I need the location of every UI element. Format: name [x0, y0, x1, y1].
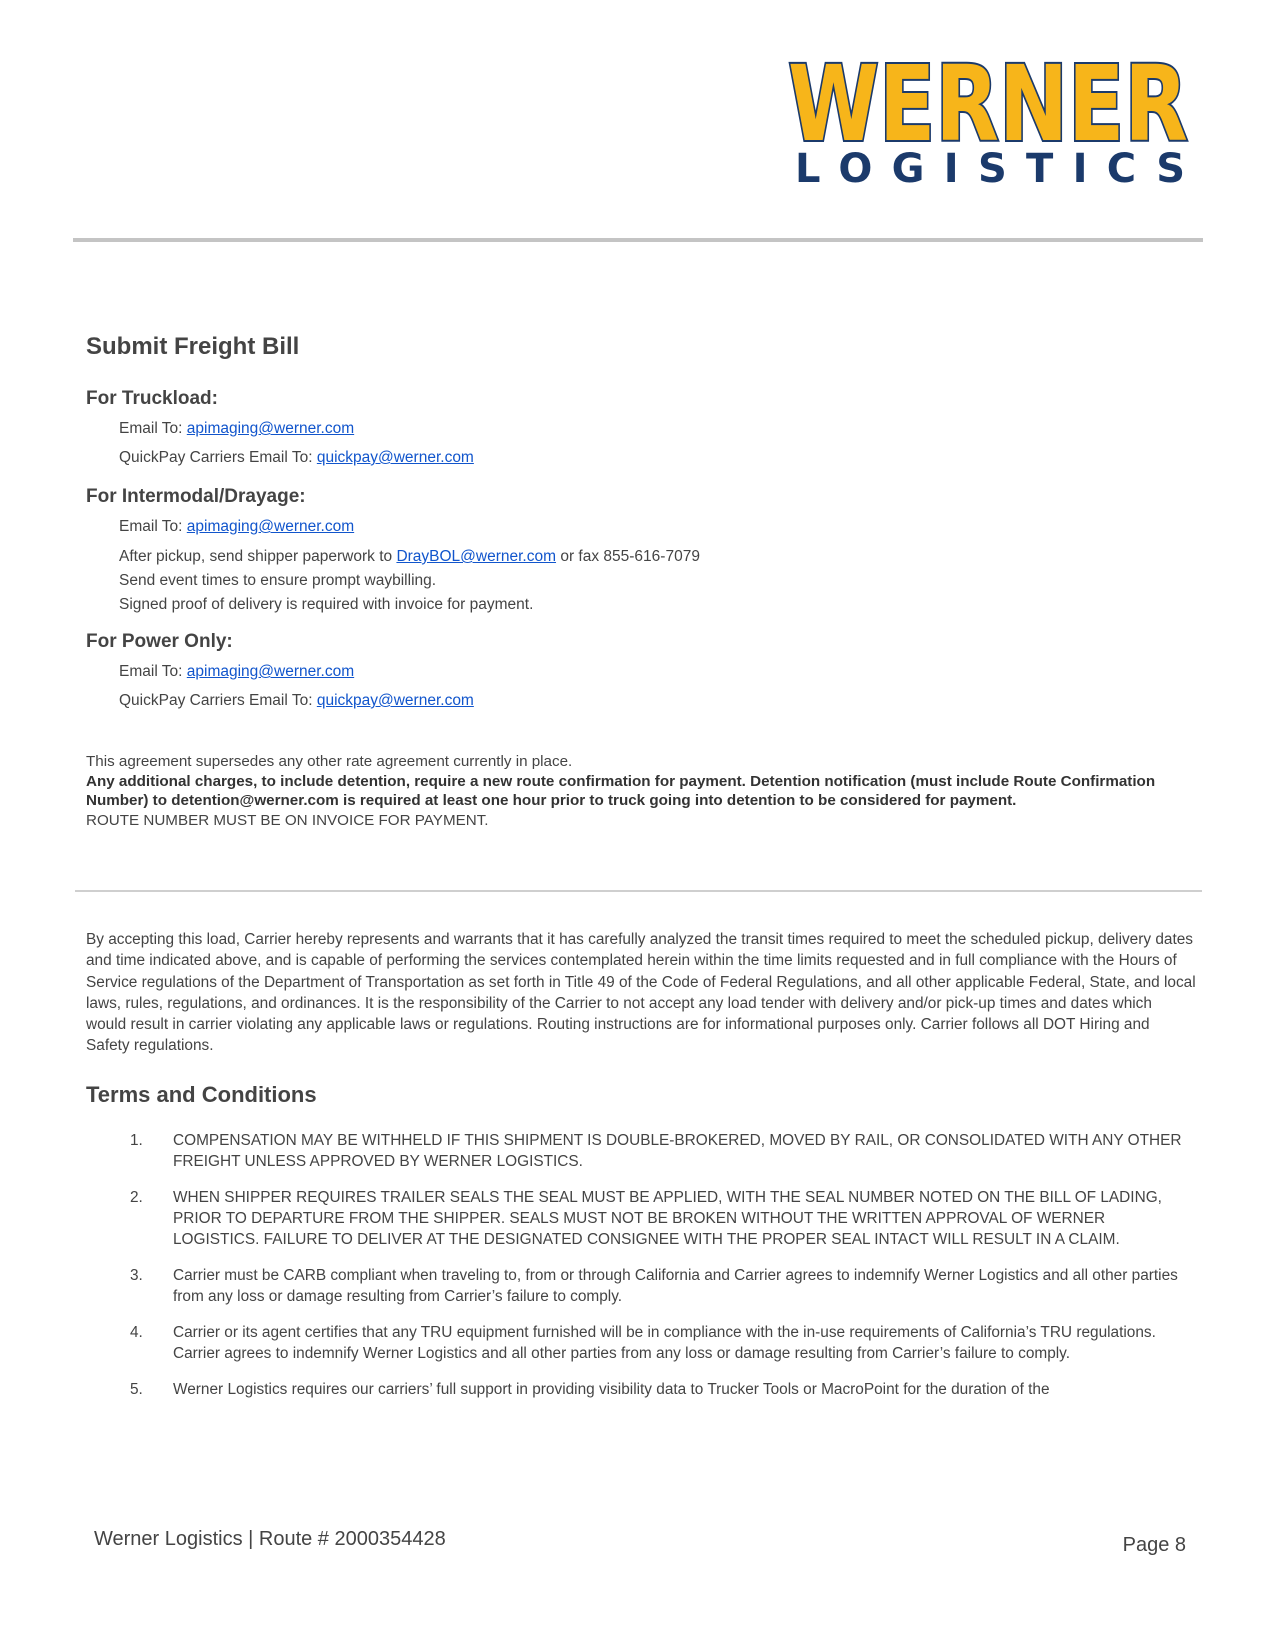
terms-item-number: 3.: [130, 1267, 143, 1284]
power-only-email-line: [119, 663, 354, 681]
power-only-heading: For Power Only:: [86, 631, 233, 652]
submit-freight-bill-title: Submit Freight Bill: [86, 333, 300, 360]
terms-item-text: Carrier or its agent certifies that any TRU equipment furnished will be in compliance with the in-use requirements of California’s TRU regulations. Carrier agrees to indemnify Werner Logistics and all other parties from any loss or damage resulting from Carrier’s failure to comply.: [173, 1324, 1156, 1362]
agreement-detention-bold: Any additional charges, to include detention, require a new route confirmation for payment. Detention notification (must include Route Confirmation Number) to detention@werner.com is required at least one hour prior to truck going into detention to be considered for payment.: [86, 772, 1156, 810]
agreement-block: [86, 752, 1196, 830]
terms-item-1: [130, 1130, 1190, 1172]
truckload-email-line: [119, 420, 354, 438]
terms-item-4: [130, 1322, 1190, 1364]
terms-item-text: Werner Logistics requires our carriers’ full support in providing visibility data to Trucker Tools or MacroPoint for the duration of the: [173, 1381, 1050, 1398]
power-only-quickpay-line: [119, 692, 474, 710]
terms-item-5: [130, 1379, 1190, 1400]
terms-item-text: Carrier must be CARB compliant when traveling to, from or through California and Carrier agrees to indemnify Werner Logistics and all other parties from any loss or damage resulting from Carrier’s failure to comply.: [173, 1267, 1178, 1305]
truckload-heading: For Truckload:: [86, 388, 218, 409]
terms-title: Terms and Conditions: [86, 1082, 317, 1107]
terms-item-number: 2.: [130, 1189, 143, 1206]
terms-list: [130, 1130, 1190, 1415]
terms-item-text: COMPENSATION MAY BE WITHHELD IF THIS SHIPMENT IS DOUBLE-BROKERED, MOVED BY RAIL, OR CONSOLIDATED WITH ANY OTHER FREIGHT UNLESS APPROVED BY WERNER LOGISTICS.: [173, 1132, 1182, 1170]
logo-werner-text: WERNER: [788, 43, 1188, 165]
intermodal-email-link[interactable]: apimaging@werner.com: [186, 518, 355, 535]
footer-page-number: Page 8: [1122, 1534, 1186, 1556]
section-divider: [75, 890, 1202, 892]
acceptance-paragraph: By accepting this load, Carrier hereby represents and warrants that it has carefully analyzed the transit times required to meet the scheduled pickup, delivery dates and time indicated above, and is capable of performing the services contemplated herein within the time limits requested and in full compliance with the Hours of Service regulations of the Department of Transportation as set forth in Title 49 of the Code of Federal Regulations, and all other applicable Federal, State, and local laws, rules, regulations, and ordinances. It is the responsibility of the Carrier to not accept any load tender with delivery and/or pick-up times and dates which would result in carrier violating any applicable laws or regulations. Routing instructions are for informational purposes only. Carrier follows all DOT Hiring and Safety regulations.: [86, 931, 1196, 1055]
truckload-quickpay-label: QuickPay Carriers Email To:: [119, 449, 317, 466]
terms-item-2: [130, 1187, 1190, 1250]
intermodal-proof-of-delivery: Signed proof of delivery is required with invoice for payment.: [119, 596, 534, 613]
footer-route: Werner Logistics | Route # 2000354428: [94, 1528, 446, 1550]
agreement-route-number: ROUTE NUMBER MUST BE ON INVOICE FOR PAYMENT.: [86, 811, 489, 829]
truckload-quickpay-link[interactable]: quickpay@werner.com: [316, 449, 474, 466]
truckload-email-link[interactable]: apimaging@werner.com: [186, 420, 355, 437]
paperwork-suffix: or fax 855-616-7079: [556, 548, 700, 565]
paperwork-prefix: After pickup, send shipper paperwork to: [119, 548, 397, 565]
power-only-quickpay-label: QuickPay Carriers Email To:: [119, 692, 317, 709]
header-divider: [73, 238, 1203, 242]
terms-item-text: WHEN SHIPPER REQUIRES TRAILER SEALS THE SEAL MUST BE APPLIED, WITH THE SEAL NUMBER NOTED ON THE BILL OF LADING, PRIOR TO DEPARTURE FROM THE SHIPPER. SEALS MUST NOT BE BROKEN WITHOUT THE WRITTEN APPROVAL OF WERNER LOGISTICS. FAILURE TO DELIVER AT THE DESIGNATED CONSIGNEE WITH THE PROPER SEAL INTACT WILL RESULT IN A CLAIM.: [173, 1189, 1162, 1248]
werner-logistics-logo: [778, 40, 1198, 190]
power-only-email-link[interactable]: apimaging@werner.com: [186, 663, 355, 680]
terms-item-number: 5.: [130, 1381, 143, 1398]
truckload-quickpay-line: [119, 449, 474, 467]
terms-item-number: 1.: [130, 1132, 143, 1149]
agreement-supersedes: This agreement supersedes any other rate agreement currently in place.: [86, 753, 573, 770]
power-only-quickpay-link[interactable]: quickpay@werner.com: [316, 692, 474, 709]
truckload-email-label: Email To:: [119, 420, 187, 437]
intermodal-paperwork-line: [119, 548, 700, 566]
draybol-email-link[interactable]: DrayBOL@werner.com: [396, 548, 557, 565]
intermodal-event-times: Send event times to ensure prompt waybilling.: [119, 572, 437, 589]
intermodal-email-label: Email To:: [119, 518, 187, 535]
intermodal-email-line: [119, 518, 354, 536]
power-only-email-label: Email To:: [119, 663, 187, 680]
terms-item-number: 4.: [130, 1324, 143, 1341]
agreement-detention-notice: [86, 772, 1196, 811]
logo-logistics-text: LOGISTICS: [795, 146, 1185, 190]
terms-item-3: [130, 1265, 1190, 1307]
intermodal-heading: For Intermodal/Drayage:: [86, 486, 306, 507]
